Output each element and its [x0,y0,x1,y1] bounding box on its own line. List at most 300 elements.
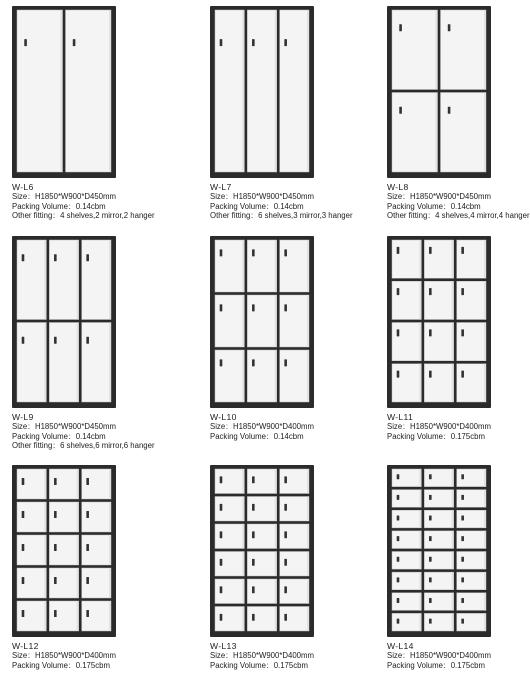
model-name: W-L14 [387,641,414,651]
locker-door [424,281,453,319]
locker-door [215,240,244,292]
packing-volume: Packing Volume：0.175cbm [387,431,485,441]
locker-door [247,552,276,577]
lock-icon [22,254,25,261]
lock-icon [54,478,57,485]
lock-icon [397,288,400,295]
lock-icon [429,516,432,521]
lock-icon [22,511,25,518]
locker-door [82,568,111,598]
locker-door [280,350,309,402]
door-edge-shade [452,469,454,487]
door-edge-shade [275,240,277,292]
lock-icon [54,577,57,584]
product-w-l7 [210,6,380,221]
door-edge-shade [275,524,277,549]
locker-door [17,323,46,403]
lock-icon [220,249,223,256]
product-w-l11 [387,236,530,441]
locker-door [82,502,111,532]
locker-door [392,10,438,90]
lock-icon [429,288,432,295]
door-edge-shade [44,469,46,499]
door-edge-shade [484,531,486,549]
locker-door [17,240,46,320]
lock-icon [220,304,223,311]
door-edge-shade [484,323,486,361]
other-fitting: Other fitting：6 shelves,6 mirror,6 hanger [12,441,155,451]
lock-icon [284,531,287,538]
door-edge-shade [77,240,79,320]
size-spec: Size：H1850*W900*D400mm [387,651,492,660]
locker-door [392,490,421,508]
locker-cabinet-image [12,236,116,408]
door-edge-shade [307,10,309,172]
packing-volume: Packing Volume：0.175cbm [210,660,308,670]
door-edge-shade [242,469,244,494]
door-edge-shade [77,535,79,565]
locker-door [457,469,486,487]
packing-volume: Packing Volume：0.175cbm [12,660,110,670]
other-fitting: Other fitting：4 shelves,4 mirror,4 hanger [387,211,530,221]
door-edge-shade [44,502,46,532]
door-edge-shade [484,469,486,487]
other-fitting: Other fitting：4 shelves,2 mirror,2 hanger [12,211,155,221]
locker-door [457,552,486,570]
locker-door [457,593,486,611]
door-edge-shade [484,593,486,611]
model-name: W-L8 [387,182,409,192]
lock-icon [429,329,432,336]
lock-icon [252,39,255,46]
lock-icon [429,619,432,624]
lock-icon [397,247,400,254]
lock-icon [397,619,400,624]
size-spec: Size：H1850*W900*D400mm [210,651,315,660]
locker-door [247,10,276,172]
locker-door [441,93,487,173]
model-name: W-L6 [12,182,34,192]
door-edge-shade [77,568,79,598]
door-edge-shade [242,579,244,604]
locker-door [280,497,309,522]
lock-icon [22,478,25,485]
lock-icon [54,337,57,344]
size-spec: Size：H1850*W900*D450mm [12,422,117,431]
lock-icon [54,511,57,518]
lock-icon [397,371,400,378]
locker-door [392,281,421,319]
size-spec: Size：H1850*W900*D450mm [12,192,117,201]
lock-icon [284,39,287,46]
lock-icon [448,24,451,31]
locker-door [392,469,421,487]
door-edge-shade [484,510,486,528]
door-edge-shade [419,323,421,361]
door-edge-shade [419,531,421,549]
lock-icon [397,577,400,582]
lock-icon [461,247,464,254]
locker-cabinet-image [387,6,491,178]
door-edge-shade [419,490,421,508]
lock-icon [252,559,255,566]
lock-icon [284,304,287,311]
locker-door [457,364,486,402]
door-edge-shade [452,593,454,611]
door-edge-shade [484,490,486,508]
door-edge-shade [307,350,309,402]
lock-icon [397,329,400,336]
product-w-l10 [210,236,380,441]
door-edge-shade [419,510,421,528]
lock-icon [252,249,255,256]
locker-door [392,93,438,173]
size-spec: Size：H1850*W900*D400mm [210,422,315,431]
door-edge-shade [452,323,454,361]
door-edge-shade [275,552,277,577]
size-spec: Size：H1850*W900*D450mm [210,192,315,201]
lock-icon [284,614,287,621]
size-spec: Size：H1850*W900*D450mm [387,192,492,201]
lock-icon [252,304,255,311]
locker-door [17,469,46,499]
locker-door [441,10,487,90]
lock-icon [24,39,27,46]
lock-icon [220,476,223,483]
locker-door [457,510,486,528]
lock-icon [284,359,287,366]
locker-door [392,552,421,570]
locker-cabinet-image [210,465,314,637]
locker-door [215,579,244,604]
lock-icon [461,557,464,562]
product-w-l6 [12,6,182,221]
locker-door [280,240,309,292]
door-edge-shade [307,552,309,577]
door-edge-shade [44,240,46,320]
door-edge-shade [77,601,79,631]
lock-icon [284,476,287,483]
door-edge-shade [44,323,46,403]
locker-door [280,524,309,549]
lock-icon [429,474,432,479]
door-edge-shade [109,535,111,565]
locker-door [66,10,112,172]
lock-icon [397,495,400,500]
lock-icon [397,598,400,603]
locker-door [17,601,46,631]
door-edge-shade [484,364,486,402]
locker-door [17,502,46,532]
door-edge-shade [436,10,438,90]
locker-door [280,295,309,347]
locker-door [49,568,78,598]
locker-door [392,240,421,278]
locker-cabinet-image [210,236,314,408]
locker-door [392,593,421,611]
model-name: W-L9 [12,412,34,422]
door-edge-shade [484,613,486,631]
lock-icon [220,359,223,366]
lock-icon [429,371,432,378]
door-edge-shade [484,281,486,319]
locker-door [215,295,244,347]
door-edge-shade [44,535,46,565]
lock-icon [220,531,223,538]
door-edge-shade [109,240,111,320]
packing-volume: Packing Volume：0.14cbm [210,431,304,441]
door-edge-shade [109,10,111,172]
locker-door [247,295,276,347]
lock-icon [284,249,287,256]
lock-icon [252,504,255,511]
locker-door [392,531,421,549]
door-edge-shade [484,572,486,590]
lock-icon [252,586,255,593]
lock-icon [252,531,255,538]
door-edge-shade [275,497,277,522]
door-edge-shade [275,607,277,632]
door-edge-shade [242,240,244,292]
product-w-l12 [12,465,182,670]
door-edge-shade [275,469,277,494]
locker-door [215,607,244,632]
locker-door [49,469,78,499]
locker-door [424,364,453,402]
locker-door [49,535,78,565]
door-edge-shade [242,10,244,172]
door-edge-shade [307,607,309,632]
locker-door [392,613,421,631]
lock-icon [461,598,464,603]
locker-door [424,490,453,508]
door-edge-shade [419,364,421,402]
lock-icon [54,544,57,551]
lock-icon [54,254,57,261]
door-edge-shade [452,552,454,570]
locker-door [280,552,309,577]
door-edge-shade [109,323,111,403]
door-edge-shade [275,10,277,172]
door-edge-shade [419,281,421,319]
door-edge-shade [307,579,309,604]
locker-door [424,323,453,361]
locker-door [280,469,309,494]
locker-door [457,490,486,508]
locker-door [424,240,453,278]
door-edge-shade [109,601,111,631]
locker-door [392,572,421,590]
locker-door [280,579,309,604]
locker-door [49,240,78,320]
size-spec: Size：H1850*W900*D400mm [387,422,492,431]
locker-door [457,240,486,278]
locker-cabinet-image [12,6,116,178]
door-edge-shade [419,469,421,487]
locker-door [82,469,111,499]
door-edge-shade [452,490,454,508]
door-edge-shade [452,572,454,590]
lock-icon [86,254,89,261]
packing-volume: Packing Volume：0.14cbm [12,201,106,211]
door-edge-shade [452,531,454,549]
lock-icon [22,610,25,617]
door-edge-shade [484,93,486,173]
door-edge-shade [307,497,309,522]
door-edge-shade [109,469,111,499]
locker-door [49,601,78,631]
lock-icon [220,504,223,511]
lock-icon [429,247,432,254]
packing-volume: Packing Volume：0.175cbm [387,660,485,670]
lock-icon [397,557,400,562]
locker-door [247,607,276,632]
door-edge-shade [452,510,454,528]
lock-icon [397,516,400,521]
door-edge-shade [242,607,244,632]
lock-icon [429,536,432,541]
lock-icon [220,586,223,593]
model-name: W-L11 [387,412,414,422]
model-name: W-L12 [12,641,39,651]
locker-door [49,323,78,403]
door-edge-shade [242,295,244,347]
locker-door [424,552,453,570]
locker-door [247,497,276,522]
lock-icon [461,619,464,624]
locker-door [424,572,453,590]
locker-door [215,552,244,577]
locker-door [17,535,46,565]
door-edge-shade [307,240,309,292]
door-edge-shade [452,281,454,319]
lock-icon [399,107,402,114]
locker-door [215,10,244,172]
door-edge-shade [307,524,309,549]
locker-door [457,613,486,631]
lock-icon [86,511,89,518]
door-edge-shade [242,497,244,522]
lock-icon [22,577,25,584]
door-edge-shade [419,613,421,631]
lock-icon [220,614,223,621]
locker-door [82,535,111,565]
locker-door [17,10,63,172]
lock-icon [54,610,57,617]
door-edge-shade [484,240,486,278]
lock-icon [252,614,255,621]
packing-volume: Packing Volume：0.14cbm [210,201,304,211]
packing-volume: Packing Volume：0.14cbm [387,201,481,211]
lock-icon [429,598,432,603]
locker-door [280,10,309,172]
locker-door [424,531,453,549]
door-edge-shade [109,502,111,532]
lock-icon [399,24,402,31]
locker-door [424,593,453,611]
door-edge-shade [77,469,79,499]
lock-icon [86,337,89,344]
locker-door [17,568,46,598]
lock-icon [86,610,89,617]
door-edge-shade [452,364,454,402]
locker-cabinet-image [387,465,491,637]
door-edge-shade [242,552,244,577]
lock-icon [461,495,464,500]
door-edge-shade [61,10,63,172]
door-edge-shade [307,469,309,494]
model-name: W-L7 [210,182,232,192]
locker-door [82,240,111,320]
door-edge-shade [419,552,421,570]
lock-icon [86,577,89,584]
locker-door [215,469,244,494]
door-edge-shade [436,93,438,173]
locker-cabinet-image [387,236,491,408]
lock-icon [397,536,400,541]
lock-icon [448,107,451,114]
lock-icon [22,337,25,344]
lock-icon [252,476,255,483]
door-edge-shade [77,502,79,532]
lock-icon [284,504,287,511]
door-edge-shade [275,350,277,402]
locker-door [424,510,453,528]
lock-icon [429,577,432,582]
locker-door [215,497,244,522]
lock-icon [429,495,432,500]
model-name: W-L13 [210,641,237,651]
lock-icon [461,329,464,336]
lock-icon [86,478,89,485]
product-w-l13 [210,465,380,670]
locker-door [457,323,486,361]
locker-door [247,469,276,494]
door-edge-shade [307,295,309,347]
locker-door [247,524,276,549]
lock-icon [429,557,432,562]
door-edge-shade [242,524,244,549]
locker-door [392,510,421,528]
locker-door [392,364,421,402]
lock-icon [73,39,76,46]
packing-volume: Packing Volume：0.14cbm [12,431,106,441]
door-edge-shade [44,568,46,598]
product-w-l8 [387,6,530,221]
lock-icon [461,577,464,582]
locker-door [247,579,276,604]
door-edge-shade [275,579,277,604]
locker-door [424,469,453,487]
lock-icon [284,559,287,566]
other-fitting: Other fitting：6 shelves,3 mirror,3 hanger [210,211,353,221]
product-w-l9 [12,236,182,451]
lock-icon [252,359,255,366]
locker-door [82,601,111,631]
door-edge-shade [419,240,421,278]
lock-icon [461,474,464,479]
door-edge-shade [419,572,421,590]
locker-door [82,323,111,403]
locker-door [49,502,78,532]
door-edge-shade [452,613,454,631]
locker-door [392,323,421,361]
door-edge-shade [44,601,46,631]
lock-icon [397,474,400,479]
product-w-l14 [387,465,530,670]
lock-icon [220,559,223,566]
lock-icon [461,371,464,378]
